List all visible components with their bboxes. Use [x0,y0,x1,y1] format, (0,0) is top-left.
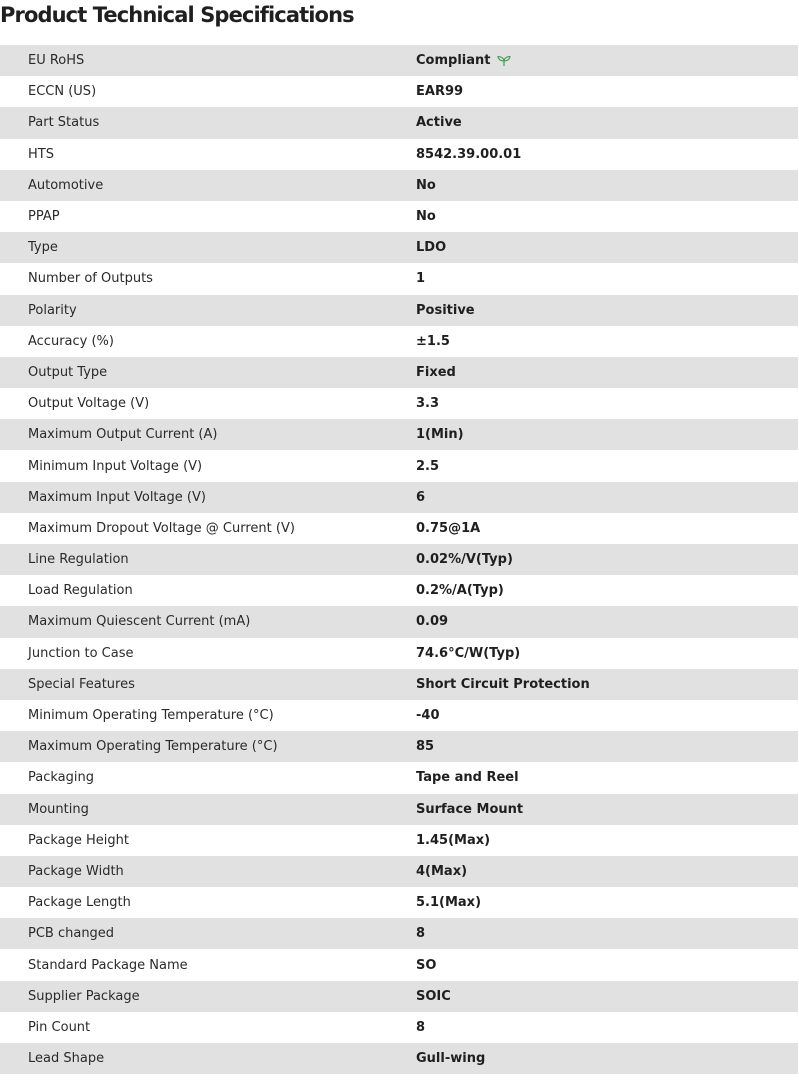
spec-value: SOIC [416,988,451,1004]
spec-value: 0.02%/V(Typ) [416,552,513,568]
spec-row-supplier-package [0,981,798,1012]
spec-row-hts [0,139,798,170]
spec-value: Tape and Reel [416,770,519,786]
spec-label: Special Features [28,676,135,692]
spec-label: ECCN (US) [28,84,97,100]
spec-label: Output Voltage (V) [28,396,150,412]
spec-row-eccn [0,76,798,107]
spec-value: No [416,209,436,225]
spec-value: EAR99 [416,84,464,100]
spec-value: 1 [416,271,426,287]
spec-row-mounting [0,794,798,825]
spec-row-output-voltage [0,388,798,419]
spec-label: Minimum Input Voltage (V) [28,458,203,474]
spec-value: -40 [416,708,440,724]
spec-label: Package Height [28,832,129,848]
spec-value: Surface Mount [416,801,524,817]
spec-row-packaging [0,762,798,793]
spec-row-accuracy [0,326,798,357]
spec-row-max-operating-temp [0,731,798,762]
page-title: Product Technical Specifications [0,3,354,27]
spec-label: Maximum Output Current (A) [28,427,218,443]
spec-value [416,45,511,76]
spec-value: Fixed [416,364,456,380]
spec-value: Active [416,115,462,131]
spec-row-part-status [0,107,798,138]
spec-label: Standard Package Name [28,957,188,973]
spec-value: 5.1(Max) [416,895,482,911]
spec-row-pin-count [0,1012,798,1043]
spec-row-min-operating-temp [0,700,798,731]
spec-label: Maximum Operating Temperature (°C) [28,739,278,755]
spec-row-ppap [0,201,798,232]
spec-row-number-of-outputs [0,263,798,294]
spec-label: Number of Outputs [28,271,153,287]
spec-row-special-features [0,669,798,700]
spec-value-text: Compliant [416,53,491,69]
spec-row-standard-package-name [0,949,798,980]
spec-label: Output Type [28,364,108,380]
spec-label: Automotive [28,177,104,193]
spec-label: Minimum Operating Temperature (°C) [28,708,274,724]
spec-value: 0.2%/A(Typ) [416,583,504,599]
spec-value: Short Circuit Protection [416,676,590,692]
spec-row-automotive [0,170,798,201]
spec-row-eu-rohs [0,45,798,76]
spec-row-max-quiescent-current [0,606,798,637]
spec-value: 0.09 [416,614,449,630]
leaf-icon [497,55,511,67]
spec-value: Positive [416,302,475,318]
spec-value: 8542.39.00.01 [416,146,522,162]
spec-row-junction-to-case [0,638,798,669]
spec-label: PPAP [28,209,60,225]
spec-label: Packaging [28,770,94,786]
spec-row-package-length [0,887,798,918]
spec-row-output-type [0,357,798,388]
spec-table [0,45,798,1074]
spec-label: Mounting [28,801,89,817]
spec-row-max-output-current [0,419,798,450]
spec-label: Line Regulation [28,552,129,568]
spec-row-type [0,232,798,263]
spec-value: 1.45(Max) [416,832,491,848]
spec-value: LDO [416,240,447,256]
spec-label: Maximum Input Voltage (V) [28,489,206,505]
spec-value: 3.3 [416,396,440,412]
spec-label: Type [28,240,58,256]
spec-value: 6 [416,489,426,505]
spec-value: 2.5 [416,458,440,474]
spec-value: 4(Max) [416,863,468,879]
spec-row-load-regulation [0,575,798,606]
spec-label: Part Status [28,115,100,131]
spec-label: Maximum Quiescent Current (mA) [28,614,251,630]
spec-row-lead-shape [0,1043,798,1074]
spec-row-polarity [0,295,798,326]
spec-value: Gull-wing [416,1051,486,1067]
spec-label: Lead Shape [28,1051,105,1067]
spec-label: EU RoHS [28,53,85,69]
spec-label: Junction to Case [28,645,134,661]
spec-label: Pin Count [28,1019,91,1035]
spec-value: 1(Min) [416,427,464,443]
spec-label: Supplier Package [28,988,140,1004]
spec-value: 8 [416,1019,426,1035]
spec-row-package-width [0,856,798,887]
spec-label: PCB changed [28,926,115,942]
spec-label: Maximum Dropout Voltage @ Current (V) [28,520,295,536]
spec-row-package-height [0,825,798,856]
spec-row-pcb-changed [0,918,798,949]
spec-label: Load Regulation [28,583,133,599]
spec-label: HTS [28,146,54,162]
spec-value: 8 [416,926,426,942]
spec-row-line-regulation [0,544,798,575]
spec-row-max-dropout-voltage [0,513,798,544]
spec-value: 0.75@1A [416,520,481,536]
spec-label: Package Width [28,863,124,879]
spec-value: 85 [416,739,435,755]
spec-label: Polarity [28,302,77,318]
spec-value: SO [416,957,437,973]
spec-label: Accuracy (%) [28,333,114,349]
spec-label: Package Length [28,895,131,911]
spec-value: ±1.5 [416,333,450,349]
spec-row-max-input-voltage [0,482,798,513]
spec-value: 74.6°C/W(Typ) [416,645,521,661]
spec-row-min-input-voltage [0,450,798,481]
spec-value: No [416,177,436,193]
